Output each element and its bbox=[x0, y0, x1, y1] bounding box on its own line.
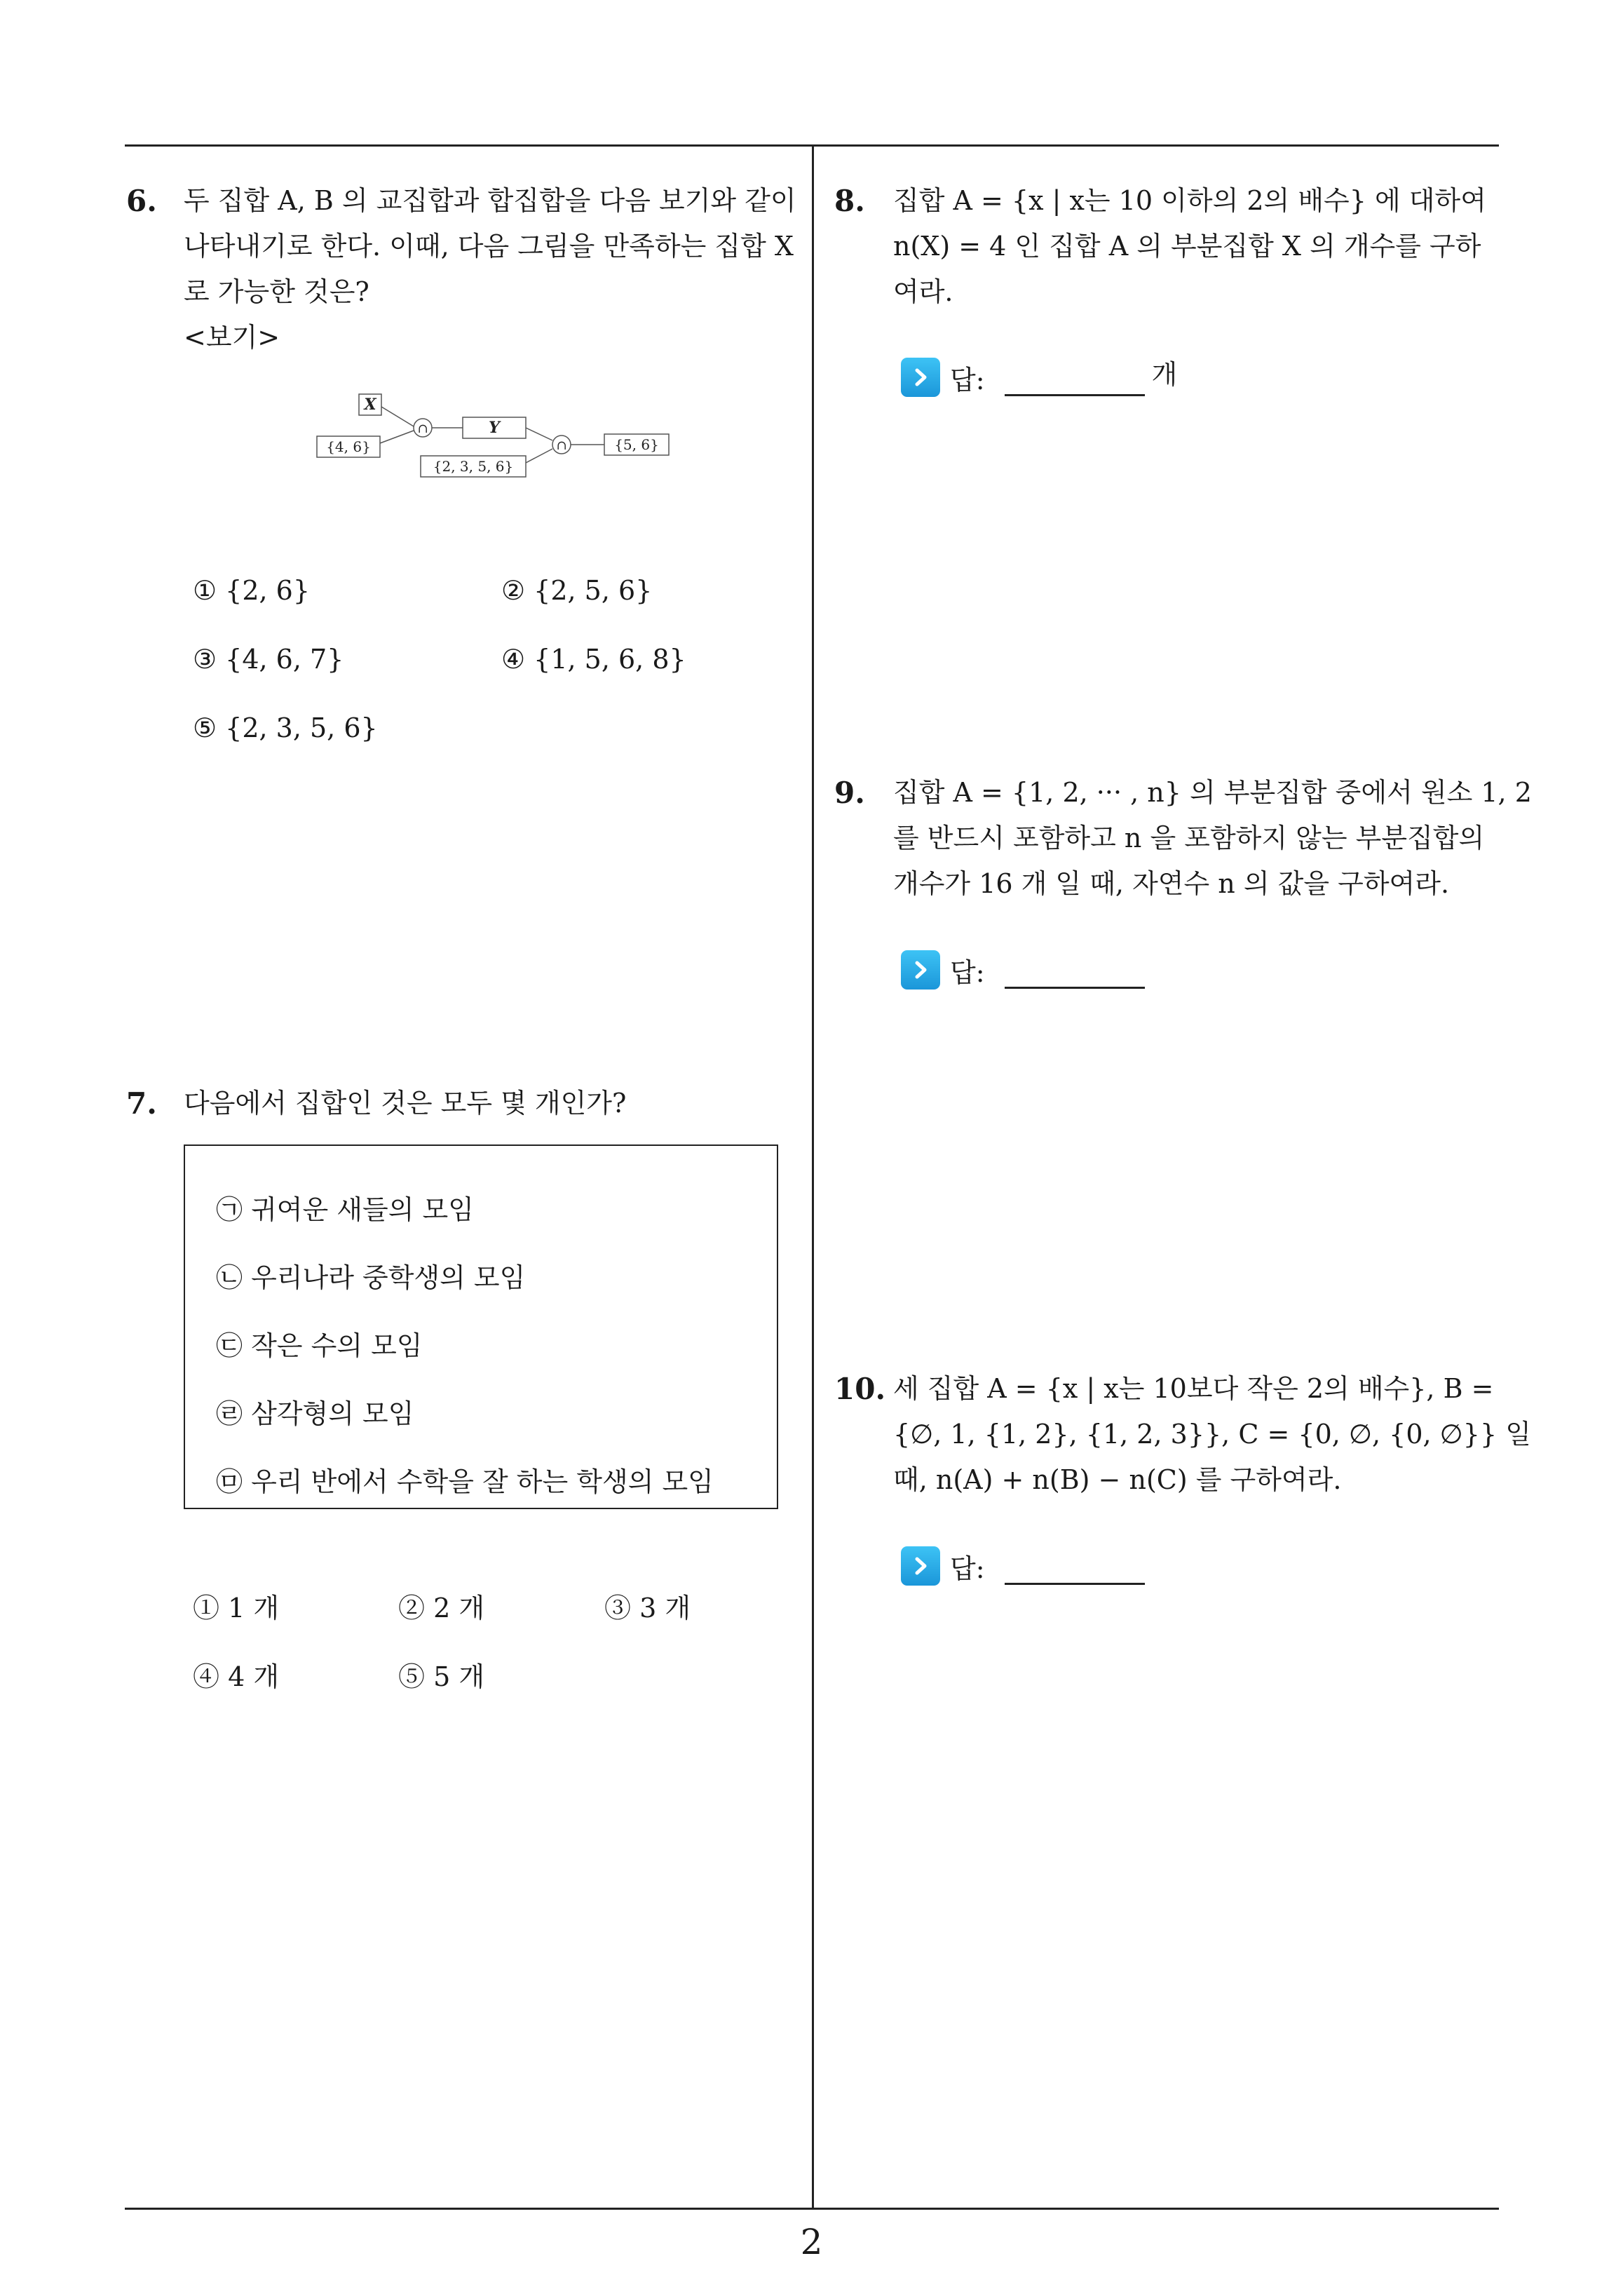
question-text-line: 로 가능한 것은? bbox=[184, 276, 369, 307]
answer-row bbox=[901, 358, 1177, 397]
choice-2[interactable]: ② {2, 5, 6} bbox=[501, 575, 653, 606]
answer-blank[interactable] bbox=[1005, 952, 1145, 989]
set-operation-diagram bbox=[308, 386, 687, 484]
chevron-right-icon bbox=[901, 1546, 940, 1586]
question-text-line: 를 반드시 포함하고 n 을 포함하지 않는 부분집합의 bbox=[893, 823, 1485, 853]
example-label: <보기> bbox=[184, 322, 280, 353]
question-text-line: 집합 A = {1, 2, ··· , n} 의 부분집합 중에서 원소 1, 2 bbox=[893, 777, 1532, 808]
list-item: ㉤ 우리 반에서 수학을 잘 하는 학생의 모임 bbox=[216, 1466, 714, 1497]
answer-row bbox=[901, 950, 1145, 990]
question-text-line: n(X) = 4 인 집합 A 의 부분집합 X 의 개수를 구하 bbox=[893, 231, 1481, 262]
question-text-line: 집합 A = {x | x는 10 이하의 2의 배수} 에 대하여 bbox=[893, 185, 1486, 216]
diagram-op-intersection-2: ∩ bbox=[556, 438, 567, 453]
answer-label: 답: bbox=[950, 1553, 985, 1584]
choice-2[interactable]: ② 2 개 bbox=[398, 1593, 485, 1623]
question-text-line: 나타내기로 한다. 이때, 다음 그림을 만족하는 집합 X bbox=[184, 231, 794, 262]
bottom-rule bbox=[125, 2208, 1499, 2210]
list-item: ㉡ 우리나라 중학생의 모임 bbox=[216, 1262, 526, 1293]
answer-blank[interactable] bbox=[1005, 359, 1145, 396]
answer-label: 답: bbox=[950, 364, 985, 396]
diagram-op-intersection-1: ∩ bbox=[417, 421, 428, 436]
choice-1[interactable]: ① 1 개 bbox=[193, 1593, 280, 1623]
list-item: ㉢ 작은 수의 모임 bbox=[216, 1330, 423, 1361]
column-divider bbox=[812, 144, 814, 2208]
answer-unit: 개 bbox=[1151, 358, 1178, 390]
list-item: ㉠ 귀여운 새들의 모임 bbox=[216, 1194, 474, 1225]
answer-label: 답: bbox=[950, 957, 985, 988]
choice-4[interactable]: ④ {1, 5, 6, 8} bbox=[501, 644, 686, 675]
question-text-line: 개수가 16 개 일 때, 자연수 n 의 값을 구하여라. bbox=[893, 868, 1450, 899]
question-text-line: 다음에서 집합인 것은 모두 몇 개인가? bbox=[184, 1088, 627, 1119]
diagram-box-46: {4, 6} bbox=[326, 438, 371, 455]
diagram-box-56: {5, 6} bbox=[614, 436, 659, 453]
chevron-right-icon bbox=[901, 950, 940, 990]
answer-row bbox=[901, 1546, 1145, 1586]
choice-5[interactable]: ⑤ 5 개 bbox=[398, 1661, 485, 1692]
diagram-box-2356: {2, 3, 5, 6} bbox=[433, 458, 514, 475]
choice-1[interactable]: ① {2, 6} bbox=[193, 575, 311, 606]
choice-3[interactable]: ③ 3 개 bbox=[604, 1593, 691, 1623]
question-number: 8. bbox=[834, 184, 865, 218]
question-number: 6. bbox=[126, 184, 157, 218]
choice-3[interactable]: ③ {4, 6, 7} bbox=[193, 644, 344, 675]
question-text-line: 두 집합 A, B 의 교집합과 합집합을 다음 보기와 같이 bbox=[184, 185, 796, 216]
answer-blank[interactable] bbox=[1005, 1548, 1145, 1585]
question-text-line: 세 집합 A = {x | x는 10보다 작은 2의 배수}, B = bbox=[893, 1373, 1494, 1404]
question-text-line: 여라. bbox=[893, 276, 953, 307]
chevron-right-icon bbox=[901, 358, 940, 397]
question-number: 10. bbox=[834, 1372, 886, 1406]
diagram-box-x: X bbox=[364, 396, 376, 414]
choice-4[interactable]: ④ 4 개 bbox=[193, 1661, 280, 1692]
question-number: 9. bbox=[834, 776, 865, 810]
question-text-line: 때, n(A) + n(B) − n(C) 를 구하여라. bbox=[893, 1464, 1342, 1495]
choice-5[interactable]: ⑤ {2, 3, 5, 6} bbox=[193, 713, 378, 743]
question-number: 7. bbox=[126, 1086, 157, 1121]
page-number: 2 bbox=[800, 2222, 823, 2262]
list-item: ㉣ 삼각형의 모임 bbox=[216, 1398, 414, 1429]
diagram-box-y: Y bbox=[489, 419, 500, 437]
question-text-line: {∅, 1, {1, 2}, {1, 2, 3}}, C = {0, ∅, {0, ∅}} 일 bbox=[893, 1419, 1531, 1450]
items-box bbox=[184, 1144, 778, 1509]
